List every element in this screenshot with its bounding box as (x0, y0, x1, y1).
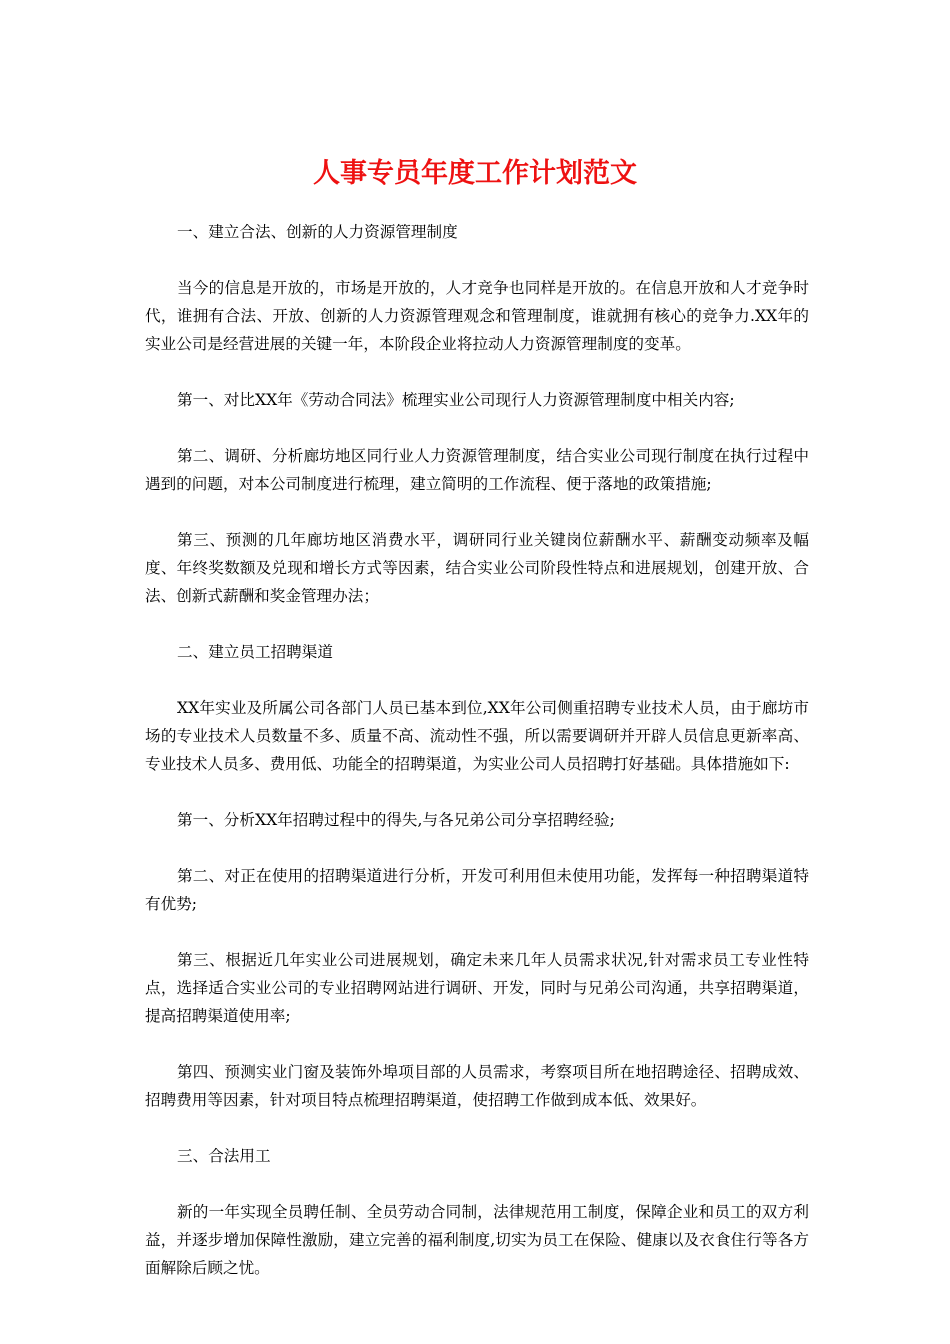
paragraph: 第四、预测实业门窗及装饰外埠项目部的人员需求，考察项目所在地招聘途径、招聘成效、招聘费用等因素，针对项目特点梳理招聘渠道，使招聘工作做到成本低、效果好。 (145, 1063, 809, 1109)
document-title: 人事专员年度工作计划范文 (313, 158, 637, 189)
paragraph: 第三、根据近几年实业公司进展规划，确定未来几年人员需求状况,针对需求员工专业性特点，选择适合实业公司的专业招聘网站进行调研、开发，同时与兄弟公司沟通，共享招聘渠道，提高招聘渠道使用率; (145, 951, 809, 1025)
section-heading-1: 一、建立合法、创新的人力资源管理制度 (177, 223, 458, 241)
paragraph: 第二、对正在使用的招聘渠道进行分析，开发可利用但未使用功能，发挥每一种招聘渠道特有优势; (145, 867, 809, 913)
paragraph: 第一、对比XX年《劳动合同法》梳理实业公司现行人力资源管理制度中相关内容; (177, 391, 735, 409)
paragraph: 第一、分析XX年招聘过程中的得失,与各兄弟公司分享招聘经验; (177, 811, 615, 829)
paragraph: 当今的信息是开放的，市场是开放的，人才竞争也同样是开放的。在信息开放和人才竞争时代，谁拥有合法、开放、创新的人力资源管理观念和管理制度，谁就拥有核心的竞争力.XX年的实业公司是经营进展的关键一年，本阶段企业将拉动人力资源管理制度的变革。 (145, 279, 809, 353)
paragraph: XX年实业及所属公司各部门人员已基本到位,XX年公司侧重招聘专业技术人员，由于廊坊市场的专业技术人员数量不多、质量不高、流动性不强，所以需要调研并开辟人员信息更新率高、专业技术人员多、费用低、功能全的招聘渠道，为实业公司人员招聘打好基础。具体措施如下: (145, 699, 809, 773)
section-heading-3: 三、合法用工 (177, 1147, 271, 1165)
paragraph: 第三、预测的几年廊坊地区消费水平，调研同行业关键岗位薪酬水平、薪酬变动频率及幅度、年终奖数额及兑现和增长方式等因素，结合实业公司阶段性特点和进展规划，创建开放、合法、创新式薪酬和奖金管理办法； (145, 531, 809, 605)
document-body (145, 218, 809, 1310)
section-heading-2: 二、建立员工招聘渠道 (177, 643, 333, 661)
paragraph: 第二、调研、分析廊坊地区同行业人力资源管理制度，结合实业公司现行制度在执行过程中遇到的问题，对本公司制度进行梳理，建立简明的工作流程、便于落地的政策措施; (145, 447, 809, 493)
paragraph: 新的一年实现全员聘任制、全员劳动合同制，法律规范用工制度，保障企业和员工的双方利益，并逐步增加保障性激励，建立完善的福利制度,切实为员工在保险、健康以及衣食住行等各方面解除后顾之忧。 (145, 1203, 809, 1277)
